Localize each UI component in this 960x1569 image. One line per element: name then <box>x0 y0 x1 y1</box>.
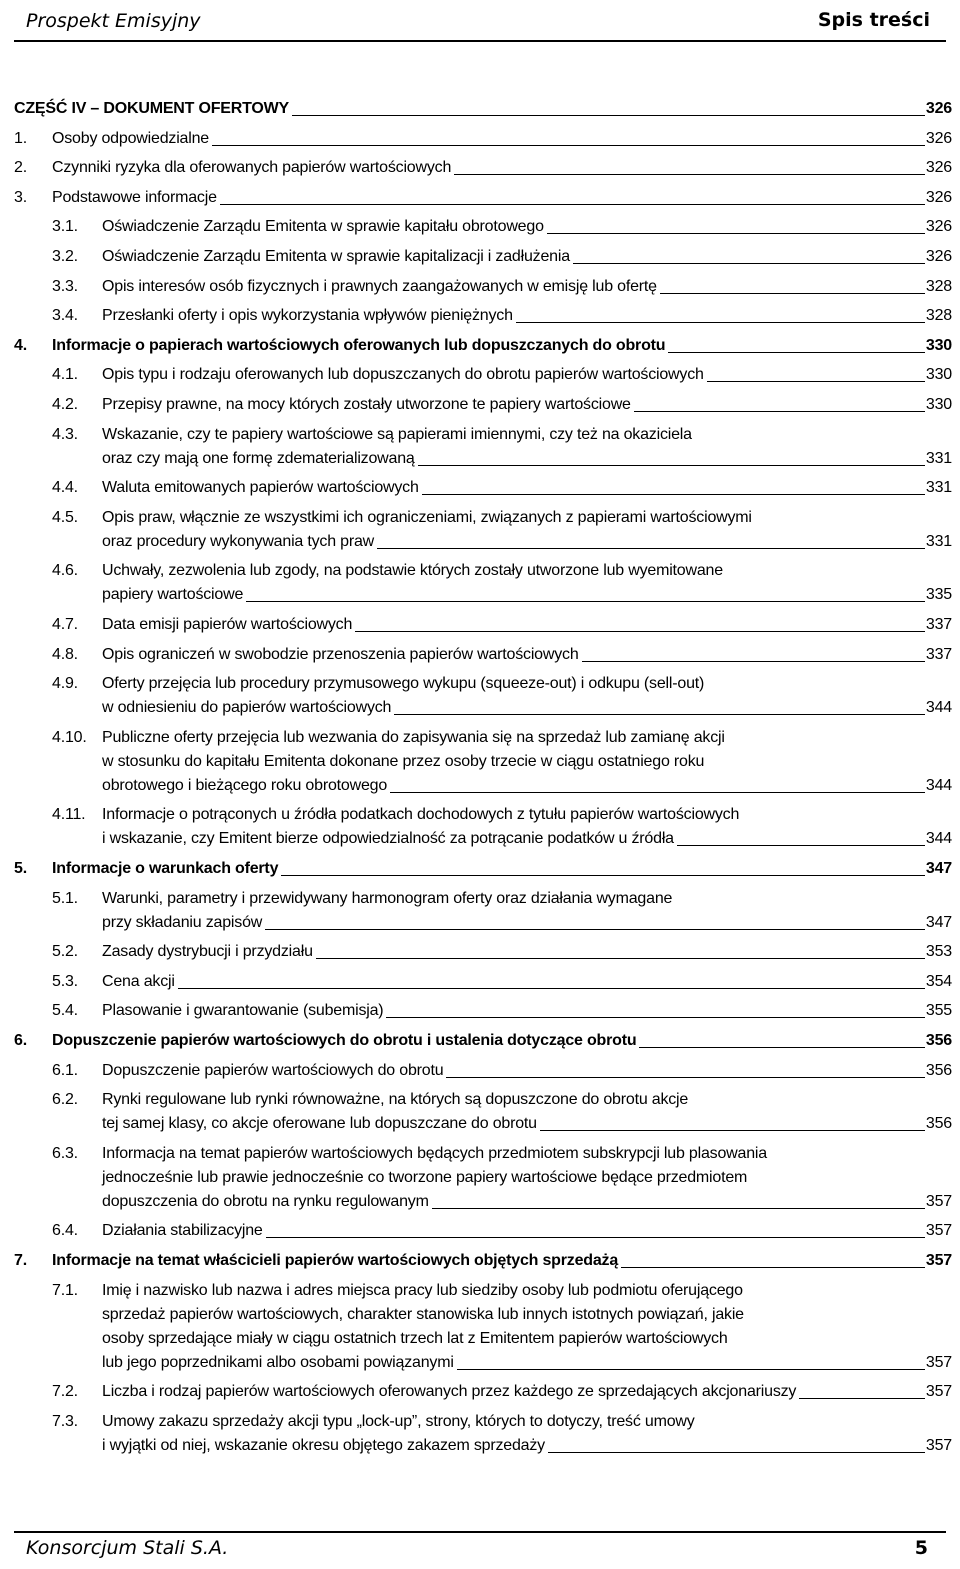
leader-line <box>639 1047 924 1048</box>
toc-entry-page: 344 <box>925 699 952 717</box>
toc-entry-title: dopuszczenia do obrotu na rynku regulowanym <box>102 1192 429 1210</box>
toc-entry-title: Podstawowe informacje <box>52 188 217 206</box>
toc-entry[interactable] <box>0 1410 960 1458</box>
leader-line <box>668 352 925 353</box>
toc-entry-page: 357 <box>925 1222 952 1240</box>
leader-line <box>454 174 925 175</box>
toc-entry[interactable] <box>0 423 960 471</box>
toc-entry-title: Umowy zakazu sprzedaży akcji typu „lock-up”, strony, których to dotyczy, treść umowy <box>102 1412 695 1430</box>
toc-entry-page: 337 <box>925 645 952 663</box>
toc-entry[interactable] <box>0 127 960 151</box>
toc-entry-page: 330 <box>925 396 952 413</box>
toc-entry-title: lub jego poprzednikami albo osobami powiązanymi <box>102 1353 454 1371</box>
toc-entry-page: 326 <box>925 248 952 265</box>
toc-entry-number: 4.4. <box>52 479 78 497</box>
toc-entry-page: 357 <box>925 1353 952 1371</box>
toc-entry[interactable] <box>0 334 960 358</box>
toc-entry[interactable] <box>0 1142 960 1214</box>
leader-line <box>418 465 925 466</box>
leader-line <box>390 792 925 793</box>
leader-line <box>660 293 925 294</box>
toc-entry[interactable] <box>0 275 960 299</box>
document-title: Prospekt Emisyjny <box>26 10 201 32</box>
toc-entry-page: 328 <box>925 307 952 325</box>
leader-line <box>457 1369 925 1370</box>
leader-line <box>677 845 925 846</box>
leader-line <box>265 929 925 930</box>
toc-entry[interactable] <box>0 156 960 180</box>
leader-line <box>540 1130 925 1131</box>
toc-entry-page: 330 <box>925 366 952 384</box>
toc-entry-title: Informacje na temat właścicieli papierów wartościowych objętych sprzedażą <box>52 1252 619 1269</box>
toc-entry-page: 337 <box>925 616 952 633</box>
leader-line <box>547 233 925 234</box>
toc-entry-number: 4.7. <box>52 616 78 633</box>
toc-entry-title: Uchwały, zezwolenia lub zgody, na podstawie których zostały utworzone lub wyemitowane <box>102 562 723 580</box>
toc-entry-number: 7.2. <box>52 1383 78 1401</box>
toc-entry-title: papiery wartościowe <box>102 586 244 604</box>
leader-line <box>178 988 925 989</box>
toc-entry[interactable] <box>0 1029 960 1053</box>
toc-entry-number: 4.2. <box>52 396 78 413</box>
toc-entry-page: 347 <box>925 860 952 877</box>
toc-entry-title: jednocześnie lub prawie jednocześnie co tworzone papiery wartościowe będące przedmiotem <box>102 1168 748 1186</box>
section-title: Spis treści <box>817 9 930 31</box>
toc-entry[interactable] <box>0 857 960 881</box>
toc-entry-title: oraz procedury wykonywania tych praw <box>102 532 375 550</box>
toc-entry-number: 4.6. <box>52 562 78 580</box>
leader-line <box>266 1237 925 1238</box>
toc-entry-title: Opis typu i rodzaju oferowanych lub dopuszczanych do obrotu papierów wartościowych <box>102 366 704 384</box>
toc-entry-page: 335 <box>925 586 952 604</box>
company-name: Konsorcjum Stali S.A. <box>26 1537 229 1559</box>
toc-entry-title: Osoby odpowiedzialne <box>52 129 209 147</box>
toc-entry-title: Wskazanie, czy te papiery wartościowe są papierami imiennymi, czy też na okaziciela <box>102 425 692 443</box>
toc-entry-title: Rynki regulowane lub rynki równoważne, na których są dopuszczone do obrotu akcje <box>102 1091 689 1109</box>
toc-entry-page: 354 <box>925 972 952 990</box>
toc-entry[interactable] <box>0 97 960 121</box>
page-number: 5 <box>914 1537 928 1559</box>
toc-entry-title: sprzedaż papierów wartościowych, charakter stanowiska lub innych istotnych powiązań, jakie <box>102 1305 744 1323</box>
toc-entry[interactable] <box>0 304 960 328</box>
toc-entry-number: 5. <box>14 860 27 877</box>
toc-entry-title: w odniesieniu do papierów wartościowych <box>102 699 392 717</box>
toc-entry-number: 7.3. <box>52 1412 78 1430</box>
toc-entry-number: 3.1. <box>52 218 78 236</box>
toc-entry-title: Informacje o papierach wartościowych oferowanych lub dopuszczanych do obrotu <box>52 336 666 354</box>
toc-entry-title: Opis interesów osób fizycznych i prawnych zaangażowanych w emisję lub ofertę <box>102 277 657 295</box>
leader-line <box>292 115 925 116</box>
toc-entry[interactable] <box>0 999 960 1023</box>
leader-line <box>316 958 925 959</box>
toc-entry-title: Opis praw, włącznie ze wszystkimi ich ograniczeniami, związanych z papierami wartościowymi <box>102 508 752 526</box>
toc-entry-page: 353 <box>925 943 952 961</box>
toc-entry-number: 3.2. <box>52 248 78 265</box>
toc-entry-title: przy składaniu zapisów <box>102 913 263 931</box>
leader-line <box>573 263 925 264</box>
toc-entry-title: Dopuszczenie papierów wartościowych do obrotu i ustalenia dotyczące obrotu <box>52 1032 637 1049</box>
leader-line <box>432 1208 925 1209</box>
toc-entry-title: Oferty przejęcia lub procedury przymusowego wykupu (squeeze-out) i odkupu (sell-out) <box>102 675 705 693</box>
toc-entry-page: 326 <box>925 129 952 147</box>
toc-entry-title: osoby sprzedające miały w ciągu ostatnich trzech lat z Emitentem papierów wartościowych <box>102 1329 728 1347</box>
toc-entry-number: 4.9. <box>52 675 78 693</box>
toc-entry-number: 4.5. <box>52 508 78 526</box>
toc-entry[interactable] <box>0 245 960 269</box>
toc-entry-page: 344 <box>925 830 952 848</box>
toc-entry-title: CZĘŚĆ IV – DOKUMENT OFERTOWY <box>14 100 290 117</box>
toc-entry-title: Plasowanie i gwarantowanie (subemisja) <box>102 1002 384 1020</box>
toc-entry-page: 326 <box>925 100 952 117</box>
toc-entry-title: tej samej klasy, co akcje oferowane lub dopuszczane do obrotu <box>102 1115 537 1133</box>
toc-entry[interactable] <box>0 970 960 994</box>
toc-entry-title: Imię i nazwisko lub nazwa i adres miejsca pracy lub siedziby osoby lub podmiotu oferującego <box>102 1281 743 1299</box>
toc-entry[interactable] <box>0 726 960 798</box>
toc-entry-title: Informacja na temat papierów wartościowych będących przedmiotem subskrypcji lub plasowania <box>102 1144 767 1162</box>
toc-entry-title: Liczba i rodzaj papierów wartościowych oferowanych przez każdego ze sprzedających akcjonariuszy <box>102 1383 797 1401</box>
toc-entry-title: oraz czy mają one formę zdematerializowaną <box>102 449 415 467</box>
toc-entry-number: 3. <box>14 188 27 206</box>
toc-entry-page: 326 <box>925 159 952 177</box>
page-footer <box>14 1531 946 1569</box>
leader-line <box>548 1452 925 1453</box>
leader-line <box>634 411 925 412</box>
toc-entry[interactable] <box>0 186 960 210</box>
toc-entry-number: 6. <box>14 1032 27 1049</box>
toc-entry-number: 5.3. <box>52 972 78 990</box>
toc-entry-page: 356 <box>925 1032 952 1049</box>
toc-entry-page: 344 <box>925 776 952 794</box>
leader-line <box>281 875 925 876</box>
toc-entry[interactable] <box>0 613 960 637</box>
leader-line <box>386 1017 924 1018</box>
toc-entry-page: 347 <box>925 913 952 931</box>
toc-entry[interactable] <box>0 643 960 667</box>
leader-line <box>446 1077 924 1078</box>
toc-entry-number: 1. <box>14 129 27 147</box>
leader-line <box>621 1267 925 1268</box>
leader-line <box>799 1398 925 1399</box>
toc-entry-number: 6.4. <box>52 1222 78 1240</box>
toc-entry-title: Czynniki ryzyka dla oferowanych papierów wartościowych <box>52 159 452 177</box>
toc-entry-page: 356 <box>925 1061 952 1079</box>
toc-entry-title: i wyjątki od niej, wskazanie okresu objętego zakazem sprzedaży <box>102 1436 545 1454</box>
toc-entry-number: 4.3. <box>52 425 78 443</box>
toc-entry-page: 357 <box>925 1436 952 1454</box>
toc-entry-page: 331 <box>925 532 952 550</box>
toc-entry-title: Działania stabilizacyjne <box>102 1222 263 1240</box>
leader-line <box>582 661 925 662</box>
toc-entry-number: 4.1. <box>52 366 78 384</box>
toc-entry[interactable] <box>0 672 960 720</box>
toc-entry-title: Przepisy prawne, na mocy których zostały utworzone te papiery wartościowe <box>102 396 631 413</box>
toc-entry-title: Informacje o warunkach oferty <box>52 860 279 877</box>
toc-entry-page: 331 <box>925 479 952 497</box>
toc-entry-number: 4.10. <box>52 728 87 746</box>
toc-entry[interactable] <box>0 363 960 387</box>
leader-line <box>377 548 925 549</box>
leader-line <box>246 601 925 602</box>
leader-line <box>394 714 925 715</box>
toc-entry-title: obrotowego i bieżącego roku obrotowego <box>102 776 388 794</box>
leader-line <box>212 145 925 146</box>
toc-entry-number: 5.2. <box>52 943 78 961</box>
toc-entry-page: 328 <box>925 277 952 295</box>
toc-entry-title: Opis ograniczeń w swobodzie przenoszenia papierów wartościowych <box>102 645 579 663</box>
toc-entry-title: Warunki, parametry i przewidywany harmonogram oferty oraz działania wymagane <box>102 889 673 907</box>
toc-entry-number: 4. <box>14 336 27 354</box>
toc-entry-page: 331 <box>925 449 952 467</box>
toc-entry-title: w stosunku do kapitału Emitenta dokonane przez osoby trzecie w ciągu ostatniego roku <box>102 752 705 770</box>
toc-entry-number: 5.4. <box>52 1002 78 1020</box>
toc-entry-title: Oświadczenie Zarządu Emitenta w sprawie kapitalizacji i zadłużenia <box>102 248 570 265</box>
toc-entry[interactable] <box>0 1380 960 1404</box>
toc-entry[interactable] <box>0 1249 960 1273</box>
toc-entry[interactable] <box>0 887 960 935</box>
toc-entry-page: 330 <box>925 336 952 354</box>
toc-entry[interactable] <box>0 1059 960 1083</box>
toc-entry-title: Informacje o potrąconych u źródła podatkach dochodowych z tytułu papierów wartościowych <box>102 806 740 824</box>
toc-entry[interactable] <box>0 215 960 239</box>
page-header <box>14 0 946 42</box>
leader-line <box>707 381 925 382</box>
toc-entry-title: Publiczne oferty przejęcia lub wezwania do zapisywania się na sprzedaż lub zamianę akcji <box>102 728 725 746</box>
toc-entry-number: 6.2. <box>52 1091 78 1109</box>
toc-entry-title: Przesłanki oferty i opis wykorzystania wpływów pieniężnych <box>102 307 513 325</box>
toc-entry-title: Waluta emitowanych papierów wartościowych <box>102 479 419 497</box>
toc-entry-page: 355 <box>925 1002 952 1020</box>
toc-entry-number: 7. <box>14 1252 27 1269</box>
toc-entry-title: Data emisji papierów wartościowych <box>102 616 353 633</box>
toc-entry-page: 357 <box>925 1383 952 1401</box>
leader-line <box>422 494 925 495</box>
toc-entry-number: 6.3. <box>52 1144 78 1162</box>
toc-entry-number: 2. <box>14 159 27 177</box>
toc-entry[interactable] <box>0 393 960 417</box>
toc-entry-number: 5.1. <box>52 889 78 907</box>
toc-entry-title: i wskazanie, czy Emitent bierze odpowiedzialność za potrącanie podatków u źródła <box>102 830 674 848</box>
toc-entry[interactable] <box>0 506 960 554</box>
toc-entry[interactable] <box>0 476 960 500</box>
toc-entry-page: 357 <box>925 1192 952 1210</box>
toc-entry[interactable] <box>0 1088 960 1136</box>
toc-entry[interactable] <box>0 1279 960 1375</box>
toc-entry-page: 326 <box>925 218 952 236</box>
toc-entry-page: 357 <box>925 1252 952 1269</box>
toc-entry-number: 7.1. <box>52 1281 78 1299</box>
leader-line <box>516 322 925 323</box>
toc-entry-page: 326 <box>925 188 952 206</box>
toc-entry[interactable] <box>0 559 960 607</box>
toc-entry-title: Oświadczenie Zarządu Emitenta w sprawie kapitału obrotowego <box>102 218 544 236</box>
toc-entry-title: Cena akcji <box>102 972 175 990</box>
toc-entry[interactable] <box>0 940 960 964</box>
toc-entry-title: Zasady dystrybucji i przydziału <box>102 943 313 961</box>
toc-entry[interactable] <box>0 1219 960 1243</box>
leader-line <box>220 204 925 205</box>
toc-entry-number: 3.3. <box>52 277 78 295</box>
leader-line <box>355 631 925 632</box>
toc-entry-number: 4.11. <box>52 806 86 824</box>
toc-entry-page: 356 <box>925 1115 952 1133</box>
toc-entry-title: Dopuszczenie papierów wartościowych do obrotu <box>102 1061 444 1079</box>
toc-entry-number: 6.1. <box>52 1061 78 1079</box>
toc-entry[interactable] <box>0 803 960 851</box>
toc-entry-number: 3.4. <box>52 307 78 325</box>
toc-entry-number: 4.8. <box>52 645 78 663</box>
